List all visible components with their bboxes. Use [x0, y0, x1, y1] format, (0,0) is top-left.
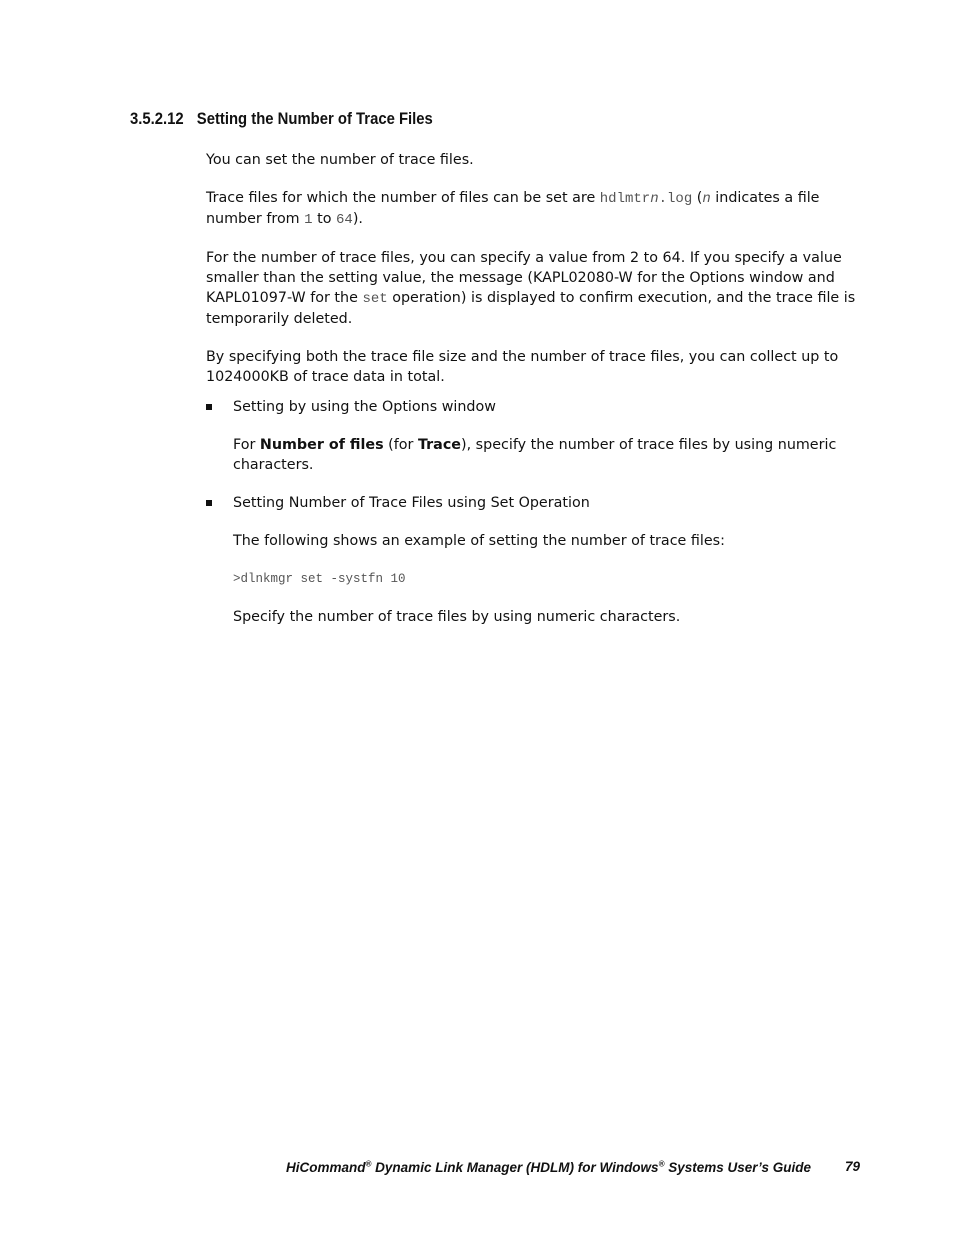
text-run: indicates a file number from	[206, 190, 820, 227]
bullet-text	[233, 435, 856, 475]
section-body	[206, 150, 856, 645]
set-code: set	[362, 291, 388, 307]
code-number: 64	[336, 212, 353, 228]
bullet-set-operation	[206, 493, 856, 627]
code-number: 1	[304, 212, 313, 228]
paragraph-intro: You can set the number of trace files.	[206, 152, 474, 168]
file-name-code	[600, 191, 692, 207]
bullet-title: Setting Number of Trace Files using Set Operation	[233, 495, 590, 511]
section-number: 3.5.2.12	[130, 110, 184, 128]
text-run: Dynamic Link Manager (HDLM) for Windows	[371, 1159, 659, 1175]
paragraph-range	[206, 248, 856, 329]
text-run: Systems User’s Guide	[664, 1159, 812, 1175]
square-bullet-icon	[206, 500, 212, 506]
text-run: (for	[383, 437, 418, 453]
text-run: to	[312, 211, 337, 227]
bullet-title: Setting by using the Options window	[233, 399, 496, 415]
footer-title	[286, 1160, 811, 1175]
text-run: HiCommand	[286, 1159, 366, 1175]
square-bullet-icon	[206, 404, 212, 410]
paragraph-total: By specifying both the trace file size and the number of trace files, you can collect up to 1024000KB of trace data in total.	[206, 349, 839, 385]
code-run: hdlmtr	[599, 191, 651, 207]
text-run: For the number of trace files, you can specify a value from 2 to 64. If you specify a value smaller than the setting value, the message (KAPL02080-W for the Options window and KAPL01097-W for the	[206, 250, 842, 306]
section-title: Setting the Number of Trace Files	[196, 110, 433, 128]
ui-term: Trace	[417, 437, 462, 453]
page-footer	[286, 1159, 860, 1175]
text-run: For	[233, 437, 260, 453]
code-run: .log	[658, 191, 693, 207]
page-number: 79	[844, 1159, 860, 1174]
text-run: ).	[352, 211, 363, 227]
ui-term: Number of files	[259, 437, 384, 453]
command-example: >dlnkmgr set -systfn 10	[233, 572, 406, 586]
registered-mark: ®	[658, 1159, 665, 1168]
section-heading	[130, 110, 433, 129]
bullet-text: The following shows an example of setting the number of trace files:	[233, 533, 725, 549]
variable-n: n	[702, 191, 711, 207]
bullet-text-after: Specify the number of trace files by using numeric characters.	[233, 609, 681, 625]
bullet-options-window	[206, 397, 856, 475]
text-run: ), specify the number of trace files by using numeric characters.	[233, 437, 837, 473]
paragraph-trace-files	[206, 188, 856, 230]
text-run: Trace files for which the number of files can be set are	[206, 190, 600, 206]
code-variable: n	[650, 191, 659, 207]
registered-mark: ®	[365, 1159, 372, 1168]
text-run: operation) is displayed to confirm execution, and the trace file is temporarily deleted.	[206, 290, 856, 327]
text-run: (	[692, 190, 703, 206]
